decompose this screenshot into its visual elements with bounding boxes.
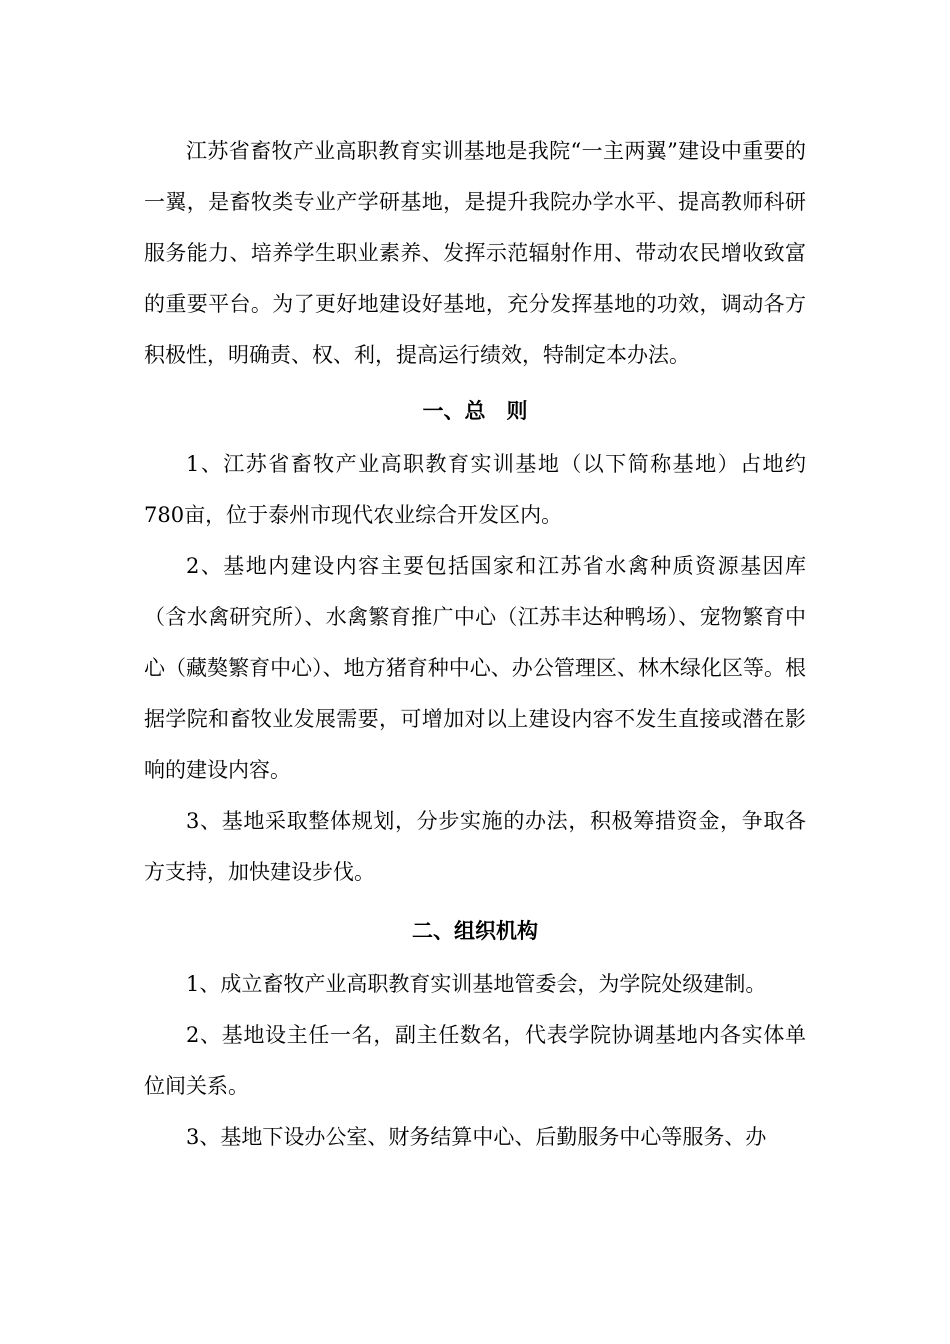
section-2-heading: 二、组织机构 <box>412 919 538 943</box>
section-2-paragraph-3: 3、基地下设办公室、财务结算中心、后勤服务中心等服务、办 <box>186 1125 767 1149</box>
section-2-paragraph-2: 2、基地设主任一名，副主任数名，代表学院协调基地内各实体单位间关系。 <box>144 1023 806 1098</box>
section-2-paragraph-1: 1、成立畜牧产业高职教育实训基地管委会，为学院处级建制。 <box>186 972 767 996</box>
section-1-paragraph-2: 2、基地内建设内容主要包括国家和江苏省水禽种质资源基因库（含水禽研究所）、水禽繁育推广中心（江苏丰达种鸭场）、宠物繁育中心（藏獒繁育中心）、地方猪育种中心、办公管理区、林木绿化区等。根据学院和畜牧业发展需要，可增加对以上建设内容不发生直接或潜在影响的建设内容。 <box>144 554 806 782</box>
section-1-paragraph-3: 3、基地采取整体规划，分步实施的办法，积极筹措资金，争取各方支持，加快建设步伐。 <box>144 809 806 884</box>
section-1-paragraph-1: 1、江苏省畜牧产业高职教育实训基地（以下简称基地）占地约780亩，位于泰州市现代农业综合开发区内。 <box>144 452 806 527</box>
document-page <box>144 126 806 1163</box>
section-1-heading: 一、总 则 <box>422 399 528 423</box>
intro-paragraph: 江苏省畜牧产业高职教育实训基地是我院“一主两翼”建设中重要的一翼，是畜牧类专业产学研基地，是提升我院办学水平、提高教师科研服务能力、培养学生职业素养、发挥示范辐射作用、带动农民增收致富的重要平台。为了更好地建设好基地，充分发挥基地的功效，调动各方积极性，明确责、权、利，提高运行绩效，特制定本办法。 <box>144 139 806 367</box>
